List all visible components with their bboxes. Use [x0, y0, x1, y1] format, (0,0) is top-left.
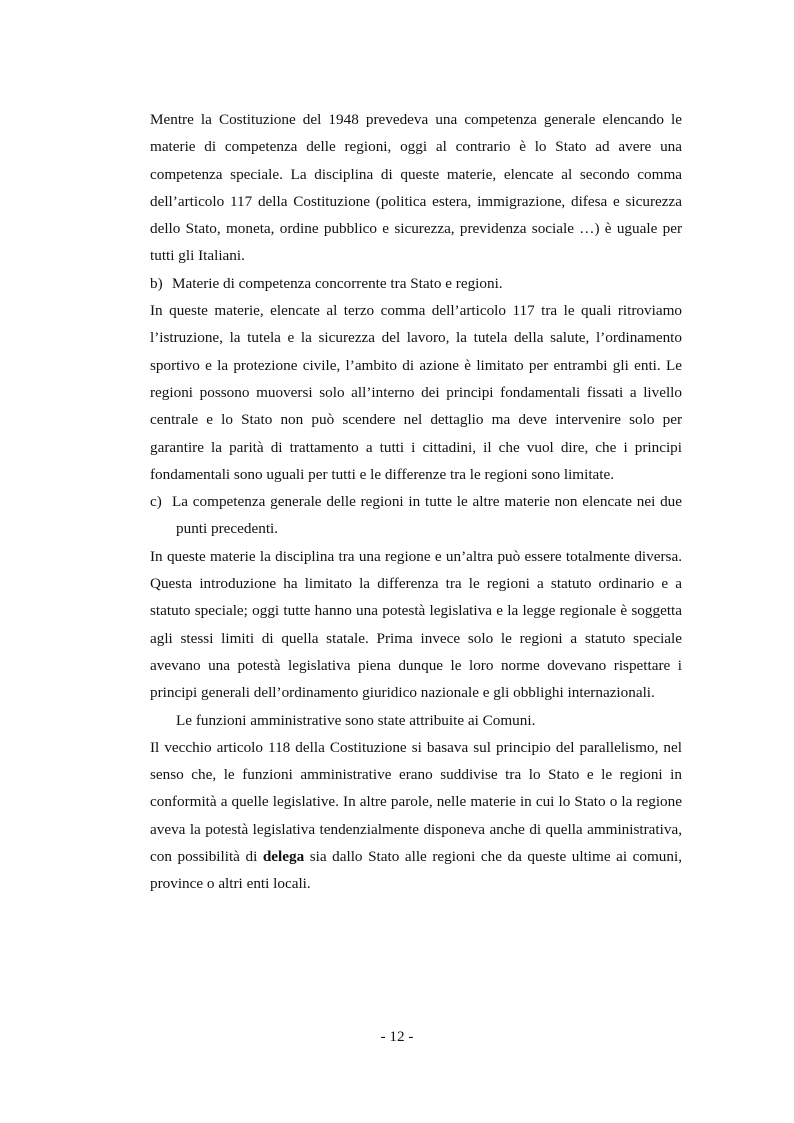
- paragraph-concurrent-competence: In queste materie, elencate al terzo comma dell’articolo 117 tra le quali ritroviamo l’istruzione, la tutela e la sicurezza del lavoro, la tutela della salute, l’ordinamento sportivo e la protezione civile, l’ambito di azione è limitato per entrambi gli enti. Le regioni possono muoversi solo all’interno dei principi fondamentali fissati a livello centrale e lo Stato non può scendere nel dettaglio ma deve intervenire solo per garantire la parità di trattamento a tutti i cittadini, il che vuol dire, che i principi fondamentali sono uguali per tutti e le differenze tra le regioni sono limitate.: [150, 302, 682, 483]
- list-item-c: [150, 488, 682, 543]
- paragraph-article-118: [150, 734, 682, 898]
- article-118-text-start: Il vecchio articolo 118 della Costituzione si basava sul principio del parallelismo, nel senso che, le funzioni amministrative erano suddivise tra lo Stato e le regioni in conformità a quelle legislative. In altre parole, nelle materie in cui lo Stato o la regione aveva la potestà legislativa tendenzialmente disponeva anche di quella amministrativa, con possibilità di: [150, 738, 682, 866]
- page-number: - 12 -: [380, 1028, 414, 1045]
- list-marker-c: c): [150, 493, 162, 511]
- paragraph-state-competence: Mentre la Costituzione del 1948 prevedeva una competenza generale elencando le materie di competenza delle regioni, oggi al contrario è lo Stato ad avere una competenza speciale. La disciplina di queste materie, elencate al secondo comma dell’articolo 117 della Costituzione (politica estera, immigrazione, difesa e sicurezza dello Stato, moneta, ordine pubblico e sicurezza, previdenza sociale …) è uguale per tutti gli Italiani.: [150, 111, 682, 265]
- list-text-c: La competenza generale delle regioni in tutte le altre materie non elencate nei due punti precedenti.: [172, 493, 682, 538]
- document-body: [150, 106, 682, 898]
- list-item-b: [150, 270, 682, 297]
- article-118-text-end: sia dallo Stato alle regioni che da queste ultime ai comuni, province o altri enti locali.: [150, 848, 682, 893]
- paragraph-regional-discipline: In queste materie la disciplina tra una regione e un’altra può essere totalmente diversa. Questa introduzione ha limitato la differenza tra le regioni a statuto ordinario e a statuto speciale; oggi tutte hanno una potestà legislativa e la legge regionale è soggetta agli stessi limiti di quella statale. Prima invece solo le regioni a statuto speciale avevano una potestà legislativa piena dunque le loro norme dovevano rispettare i principi generali dell’ordinamento giuridico nazionale e gli obblighi internazionali.: [150, 547, 682, 702]
- paragraph-administrative-functions: Le funzioni amministrative sono state attribuite ai Comuni.: [176, 711, 536, 729]
- list-marker-b: b): [150, 274, 163, 292]
- delega-term: delega: [262, 848, 305, 866]
- list-text-b: Materie di competenza concorrente tra Stato e regioni.: [172, 274, 503, 292]
